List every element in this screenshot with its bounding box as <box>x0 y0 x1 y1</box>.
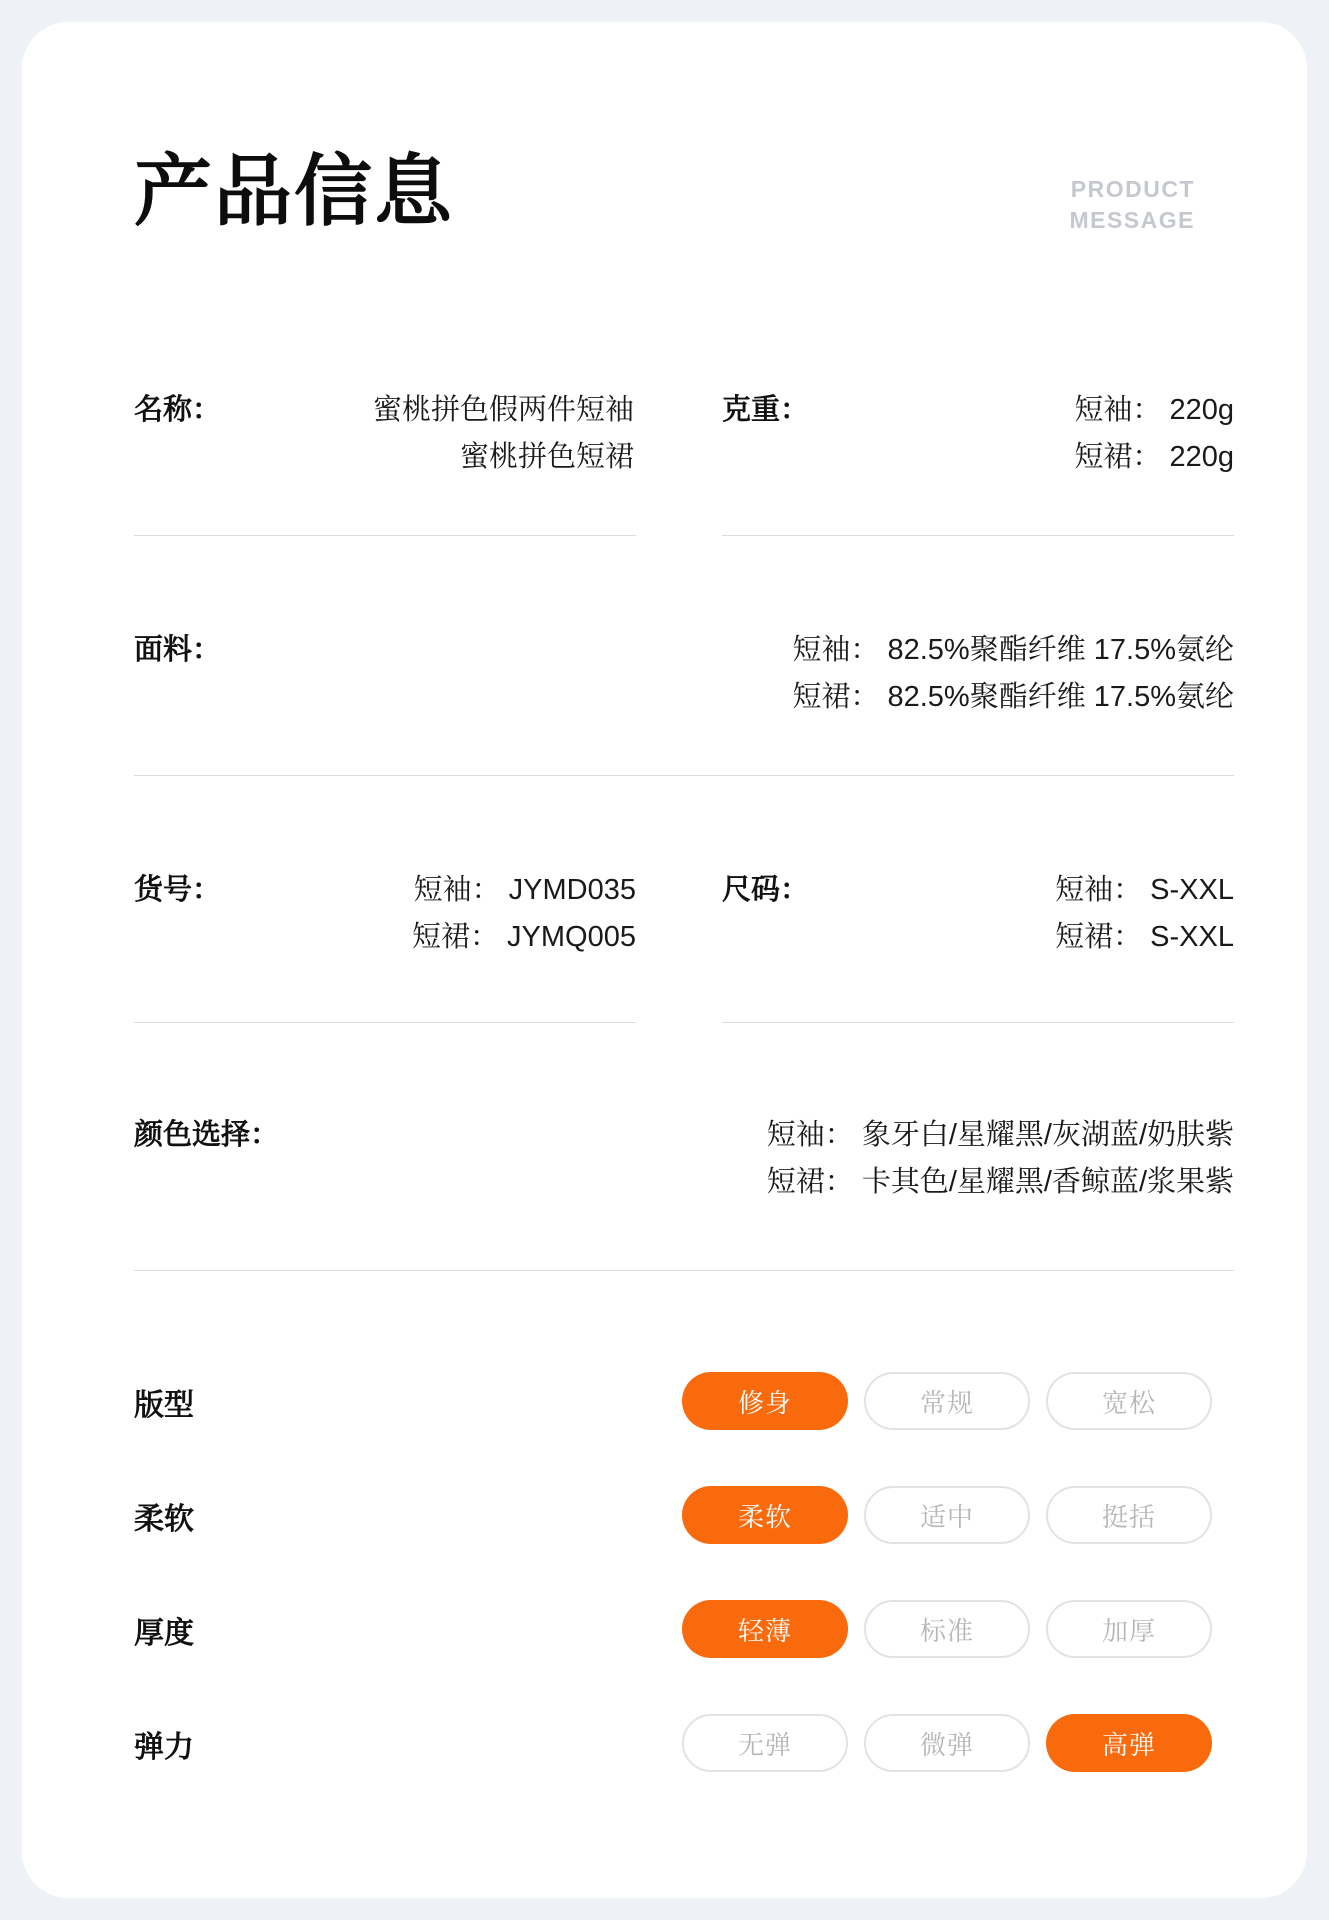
page-subtitle-line2: MESSAGE <box>1069 207 1195 234</box>
spec-size-label: 尺码： <box>722 874 810 906</box>
spec-color-label: 颜色选择： <box>134 1119 280 1151</box>
page-title: 产品信息 <box>134 147 455 235</box>
spec-item-number-label: 货号： <box>134 874 222 906</box>
spec-name-value-1: 蜜桃拼色假两件短袖 <box>372 394 634 426</box>
divider-weight <box>722 535 1234 536</box>
spec-fabric-label: 面料： <box>134 634 222 666</box>
attribute-option-fit-3[interactable]: 宽松 <box>1046 1372 1212 1430</box>
attribute-option-softness-2[interactable]: 适中 <box>864 1486 1030 1544</box>
attribute-option-thickness-1[interactable]: 轻薄 <box>682 1600 848 1658</box>
attribute-label-softness: 柔软 <box>134 1503 194 1536</box>
page-header <box>134 147 1195 272</box>
attribute-row-softness <box>134 1486 1156 1544</box>
spec-weight-value-2: 短裙： 220g <box>1074 440 1234 473</box>
attribute-row-elasticity <box>134 1714 1156 1772</box>
spec-weight-label: 克重： <box>722 394 810 426</box>
attribute-row-thickness <box>134 1600 1156 1658</box>
attribute-option-fit-1[interactable]: 修身 <box>682 1372 848 1430</box>
spec-color-value-1: 短袖： 象牙白/星耀黑/灰湖蓝/奶肤紫 <box>766 1119 1234 1151</box>
spec-color-values <box>767 1112 1234 1206</box>
divider-color <box>134 1270 1234 1271</box>
spec-item-number-value-1: 短袖： JYMD035 <box>413 874 636 906</box>
spec-fabric-value-2: 短裙： 82.5%聚酯纤维 17.5%氨纶 <box>792 680 1234 713</box>
attribute-option-elasticity-3[interactable]: 高弹 <box>1046 1714 1212 1772</box>
divider-fabric <box>134 775 1234 776</box>
attribute-option-elasticity-2[interactable]: 微弹 <box>864 1714 1030 1772</box>
divider-name <box>134 535 636 536</box>
attribute-label-thickness: 厚度 <box>134 1617 194 1650</box>
spec-fabric-values <box>792 627 1234 721</box>
spec-item-number-value-2: 短裙： JYMQ005 <box>412 920 636 953</box>
attribute-label-fit: 版型 <box>134 1389 194 1422</box>
divider-size <box>722 1022 1234 1023</box>
spec-item-number-values <box>412 867 636 961</box>
attribute-row-fit <box>134 1372 1156 1430</box>
spec-fabric-value-1: 短袖： 82.5%聚酯纤维 17.5%氨纶 <box>792 634 1234 666</box>
attribute-option-elasticity-1[interactable]: 无弹 <box>682 1714 848 1772</box>
spec-name-value-2: 蜜桃拼色短裙 <box>459 440 634 473</box>
attribute-option-fit-2[interactable]: 常规 <box>864 1372 1030 1430</box>
product-info-card <box>22 22 1307 1898</box>
spec-size-value-2: 短裙： S-XXL <box>1055 920 1234 953</box>
attribute-option-softness-1[interactable]: 柔软 <box>682 1486 848 1544</box>
spec-weight-value-1: 短袖： 220g <box>1074 394 1234 426</box>
spec-color-value-2: 短裙： 卡其色/星耀黑/香鲸蓝/浆果紫 <box>766 1165 1234 1198</box>
spec-size-values <box>1055 867 1234 961</box>
attribute-label-elasticity: 弹力 <box>134 1731 194 1764</box>
attribute-option-thickness-3[interactable]: 加厚 <box>1046 1600 1212 1658</box>
page-subtitle-line1: PRODUCT <box>1070 176 1195 202</box>
attribute-option-softness-3[interactable]: 挺括 <box>1046 1486 1212 1544</box>
spec-name-label: 名称： <box>134 394 222 426</box>
page-subtitle <box>1069 174 1195 236</box>
divider-item-number <box>134 1022 636 1023</box>
spec-name-values <box>373 387 634 481</box>
spec-size-value-1: 短袖： S-XXL <box>1055 874 1234 906</box>
spec-weight-values <box>1074 387 1234 481</box>
attribute-option-thickness-2[interactable]: 标准 <box>864 1600 1030 1658</box>
